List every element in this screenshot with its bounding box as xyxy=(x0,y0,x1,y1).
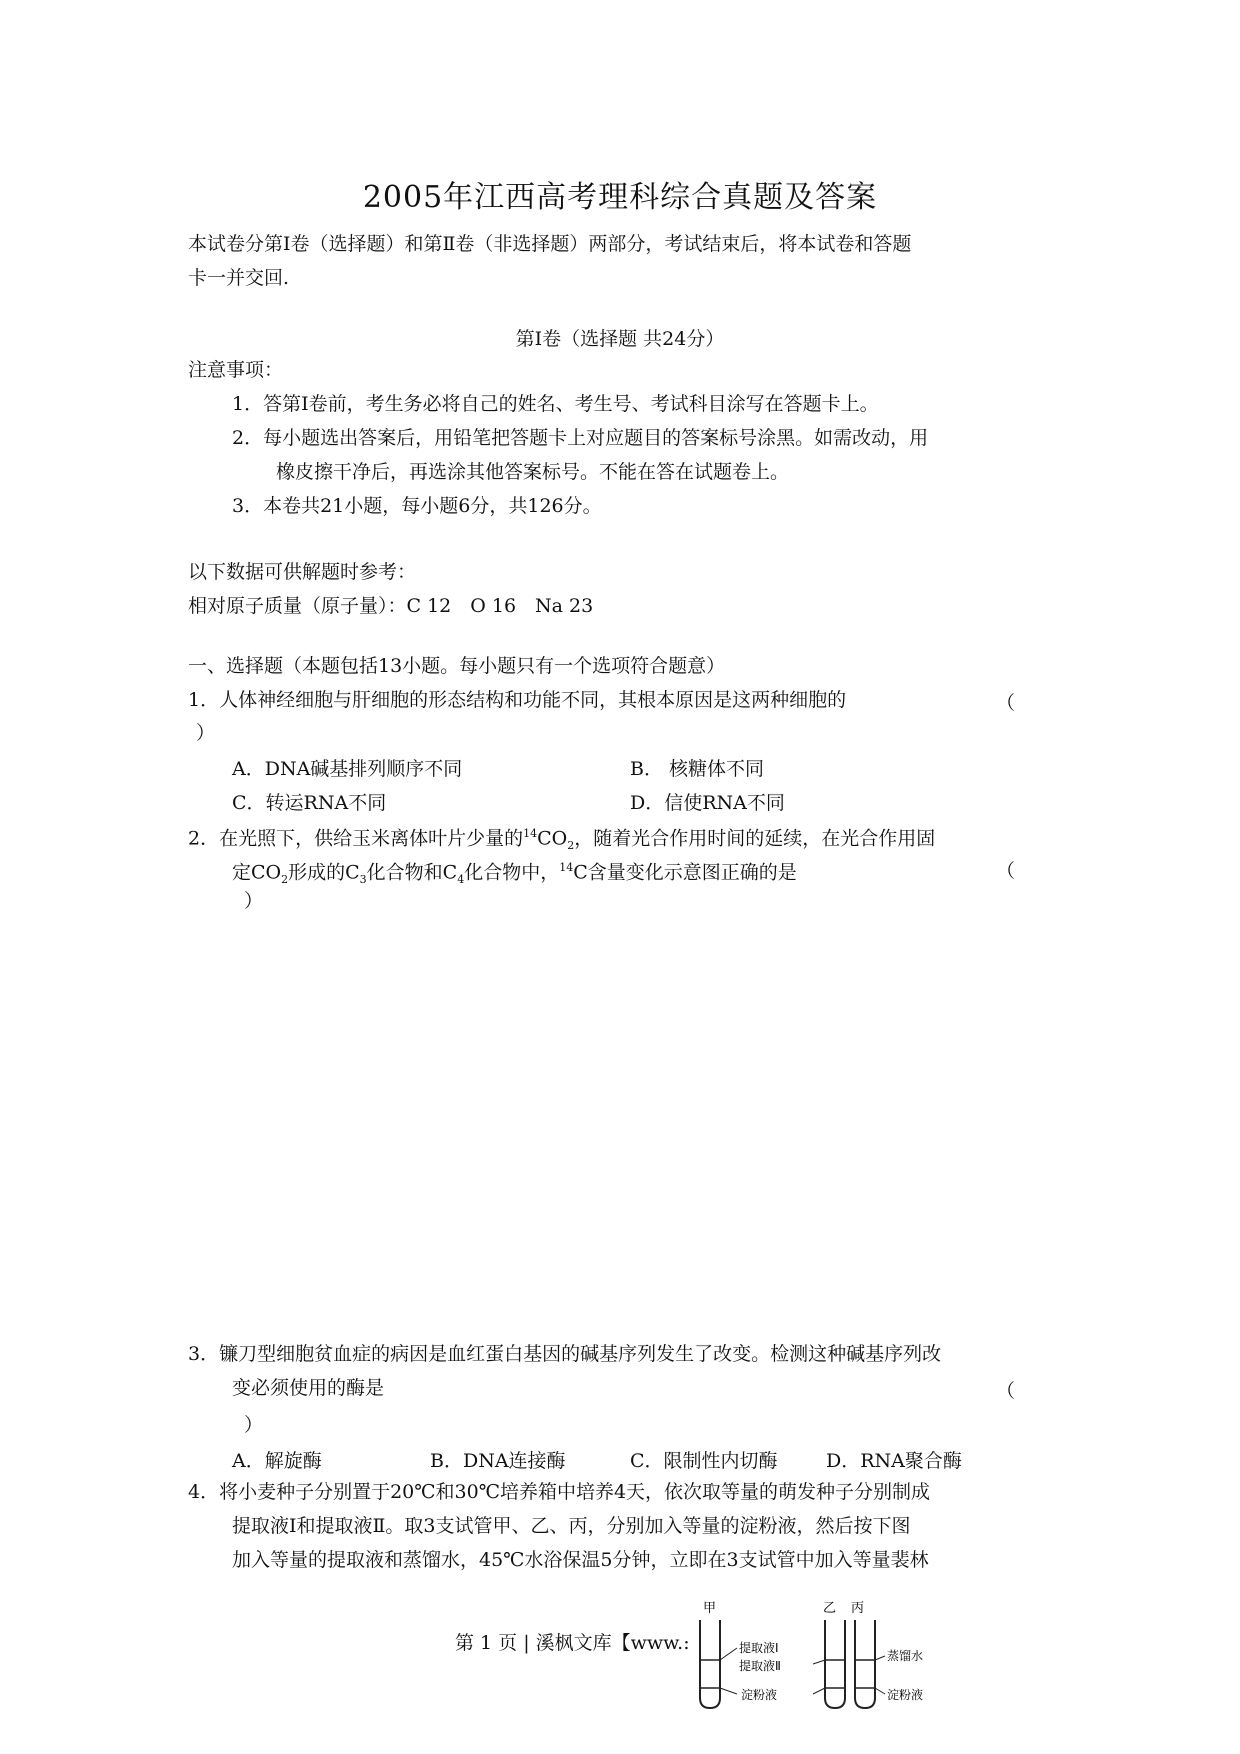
q4-line-2: 提取液Ⅰ和提取液Ⅱ。取3支试管甲、乙、丙，分别加入等量的淀粉液，然后按下图 xyxy=(232,1515,911,1537)
q3-option-c: C．限制性内切酶 xyxy=(630,1450,778,1472)
tube-a-label: 甲 xyxy=(703,1601,717,1616)
tube-c-label: 丙 xyxy=(851,1601,865,1616)
q2-line-2: 定$CO_2$形成的$C_3$化合物和$C_4$化合物中，$^{14}$C含量变化示意图正确的是 xyxy=(232,861,797,887)
page-title: 2005年江西高考理科综合真题及答案 xyxy=(362,180,878,215)
q2-line-1: 2．在光照下，供给玉米离体叶片少量的$^{14}CO_2$，随着光合作用时间的延续，在光合作用固 xyxy=(188,827,936,853)
figure-label-5: 淀粉液 xyxy=(887,1688,924,1702)
q1-paren-close: ） xyxy=(196,722,216,744)
intro-line-1: 本试卷分第Ⅰ卷（选择题）和第Ⅱ卷（非选择题）两部分，考试结束后，将本试卷和答题 xyxy=(188,233,912,255)
q1-option-b: B． 核糖体不同 xyxy=(630,758,765,780)
q2-paren-close: ） xyxy=(244,890,264,912)
leader-line-3 xyxy=(720,1688,737,1694)
notes-heading: 注意事项： xyxy=(188,359,284,381)
q1-paren-open: （ xyxy=(996,692,1016,714)
page-footer: 第 1 页 | 溪枫文库【www.: xyxy=(455,1632,690,1654)
q2-paren-open: （ xyxy=(996,860,1016,882)
q4-line-1: 4．将小麦种子分别置于20℃和30℃培养箱中培养4天，依次取等量的萌发种子分别制成 xyxy=(188,1481,931,1503)
tube-b xyxy=(825,1620,845,1708)
leader-line-1 xyxy=(720,1648,737,1660)
leader-line-4 xyxy=(813,1688,825,1694)
figure-label-4: 蒸馏水 xyxy=(887,1649,924,1663)
note-2: 2．每小题选出答案后，用铅笔把答题卡上对应题目的答案标号涂黑。如需改动，用 xyxy=(232,427,929,449)
note-2-cont: 橡皮擦干净后，再选涂其他答案标号。不能在答在试题卷上。 xyxy=(276,461,790,483)
q3-line-2: 变必须使用的酶是 xyxy=(232,1377,385,1399)
q3-paren-open: （ xyxy=(996,1380,1016,1402)
q3-option-a: A．解旋酶 xyxy=(232,1450,322,1472)
q1-stem: 1．人体神经细胞与肝细胞的形态结构和功能不同，其根本原因是这两种细胞的 xyxy=(188,689,847,711)
tube-c xyxy=(855,1620,875,1708)
q3-paren-close: ） xyxy=(244,1414,264,1436)
figure-label-3: 淀粉液 xyxy=(741,1688,778,1702)
section-1-heading: 一、选择题（本题包括13小题。每小题只有一个选项符合题意） xyxy=(188,655,726,677)
note-1: 1．答第Ⅰ卷前，考生务必将自己的姓名、考生号、考试科目涂写在答题卡上。 xyxy=(232,393,879,415)
leader-line-6 xyxy=(875,1688,885,1694)
atomic-masses: 相对原子质量（原子量）：C 12 O 16 Na 23 xyxy=(188,595,594,617)
figure-label-1: 提取液Ⅰ xyxy=(739,1641,779,1655)
tube-a xyxy=(700,1620,720,1708)
leader-line-2 xyxy=(813,1660,825,1664)
intro-line-2: 卡一并交回. xyxy=(188,267,290,289)
q1-option-a: A．DNA碱基排列顺序不同 xyxy=(232,758,463,780)
q1-option-d: D．信使RNA不同 xyxy=(630,792,785,814)
reference-heading: 以下数据可供解题时参考： xyxy=(188,561,417,583)
q3-line-1: 3．镰刀型细胞贫血症的病因是血红蛋白基因的碱基序列发生了改变。检测这种碱基序列改 xyxy=(188,1343,942,1365)
q3-option-d: D．RNA聚合酶 xyxy=(826,1450,962,1472)
figure-label-2: 提取液Ⅱ xyxy=(739,1659,781,1673)
q4-line-3: 加入等量的提取液和蒸馏水，45℃水浴保温5分钟，立即在3支试管中加入等量裴林 xyxy=(232,1549,929,1571)
leader-line-5 xyxy=(875,1656,885,1660)
q3-option-b: B．DNA连接酶 xyxy=(430,1450,566,1472)
tube-b-label: 乙 xyxy=(823,1601,837,1616)
part1-heading: 第Ⅰ卷（选择题 共24分） xyxy=(515,328,725,350)
note-3: 3．本卷共21小题，每小题6分，共126分。 xyxy=(232,495,602,517)
test-tube-figure xyxy=(695,1598,945,1718)
q1-option-c: C．转运RNA不同 xyxy=(232,792,387,814)
